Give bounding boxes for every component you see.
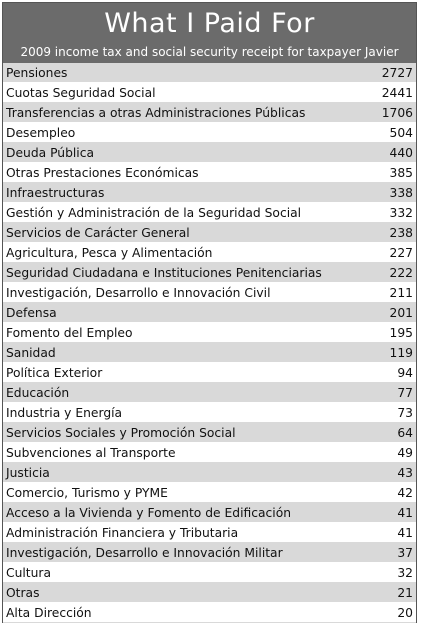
row-value: 73: [397, 405, 413, 420]
row-value: 222: [389, 265, 413, 280]
table-row: [3, 343, 416, 363]
table-row: [3, 183, 416, 203]
table-row: [3, 263, 416, 283]
table-row: [3, 303, 416, 323]
row-label: Fomento del Empleo: [6, 325, 133, 340]
row-label: Infraestructuras: [6, 185, 105, 200]
page-title: What I Paid For: [104, 8, 315, 39]
row-label: Pensiones: [6, 65, 68, 80]
row-value: 20: [397, 605, 413, 620]
table-row: [3, 423, 416, 443]
table-row: [3, 203, 416, 223]
row-value: 195: [389, 325, 413, 340]
table-row: [3, 443, 416, 463]
row-label: Acceso a la Vivienda y Fomento de Edificación: [6, 505, 292, 520]
row-label: Seguridad Ciudadana e Instituciones Penitenciarias: [6, 265, 322, 280]
row-value: 32: [397, 565, 413, 580]
row-label: Investigación, Desarrollo e Innovación Civil: [6, 285, 271, 300]
row-label: Sanidad: [6, 345, 56, 360]
row-value: 1706: [381, 105, 413, 120]
row-value: 211: [389, 285, 413, 300]
row-value: 94: [397, 365, 413, 380]
row-value: 43: [397, 465, 413, 480]
row-value: 227: [389, 245, 413, 260]
table-row: [3, 483, 416, 503]
row-value: 21: [397, 585, 413, 600]
table-row: [3, 583, 416, 603]
spending-list: [3, 63, 416, 623]
row-label: Otras Prestaciones Económicas: [6, 165, 199, 180]
row-label: Cultura: [6, 565, 52, 580]
row-value: 77: [397, 385, 413, 400]
row-label: Alta Dirección: [6, 605, 92, 620]
row-value: 41: [397, 505, 413, 520]
table-row: [3, 243, 416, 263]
table-row: [3, 603, 416, 623]
row-value: 49: [397, 445, 413, 460]
table-row: [3, 103, 416, 123]
table-row: [3, 223, 416, 243]
row-label: Industria y Energía: [6, 405, 123, 420]
row-value: 42: [397, 485, 413, 500]
table-row: [3, 83, 416, 103]
table-row: [3, 523, 416, 543]
row-label: Gestión y Administración de la Seguridad Social: [6, 205, 302, 220]
row-label: Política Exterior: [6, 365, 103, 380]
table-row: [3, 543, 416, 563]
row-label: Comercio, Turismo y PYME: [6, 485, 168, 500]
page-subtitle: 2009 income tax and social security receipt for taxpayer Javier: [20, 45, 399, 59]
row-value: 385: [389, 165, 413, 180]
row-value: 64: [397, 425, 413, 440]
table-row: [3, 123, 416, 143]
row-value: 41: [397, 525, 413, 540]
row-value: 332: [389, 205, 413, 220]
table-row: [3, 163, 416, 183]
row-label: Desempleo: [6, 125, 76, 140]
row-value: 440: [389, 145, 413, 160]
row-label: Defensa: [6, 305, 57, 320]
row-value: 119: [389, 345, 413, 360]
row-label: Administración Financiera y Tributaria: [6, 525, 239, 540]
row-label: Cuotas Seguridad Social: [6, 85, 156, 100]
row-label: Otras: [6, 585, 40, 600]
row-value: 238: [389, 225, 413, 240]
receipt-table: [2, 2, 417, 623]
row-label: Justicia: [6, 465, 50, 480]
table-row: [3, 363, 416, 383]
table-row: [3, 403, 416, 423]
row-label: Servicios Sociales y Promoción Social: [6, 425, 236, 440]
row-value: 201: [389, 305, 413, 320]
table-row: [3, 463, 416, 483]
row-value: 37: [397, 545, 413, 560]
row-value: 338: [389, 185, 413, 200]
table-row: [3, 563, 416, 583]
row-label: Subvenciones al Transporte: [6, 445, 176, 460]
row-label: Investigación, Desarrollo e Innovación Militar: [6, 545, 283, 560]
table-row: [3, 323, 416, 343]
row-label: Deuda Pública: [6, 145, 95, 160]
row-label: Agricultura, Pesca y Alimentación: [6, 245, 213, 260]
row-label: Transferencias a otras Administraciones Públicas: [6, 105, 306, 120]
row-label: Educación: [6, 385, 70, 400]
table-header: [3, 3, 416, 63]
table-row: [3, 383, 416, 403]
table-row: [3, 63, 416, 83]
table-row: [3, 143, 416, 163]
row-value: 2441: [381, 85, 413, 100]
row-value: 2727: [381, 65, 413, 80]
table-row: [3, 503, 416, 523]
table-row: [3, 283, 416, 303]
row-value: 504: [389, 125, 413, 140]
row-label: Servicios de Carácter General: [6, 225, 190, 240]
